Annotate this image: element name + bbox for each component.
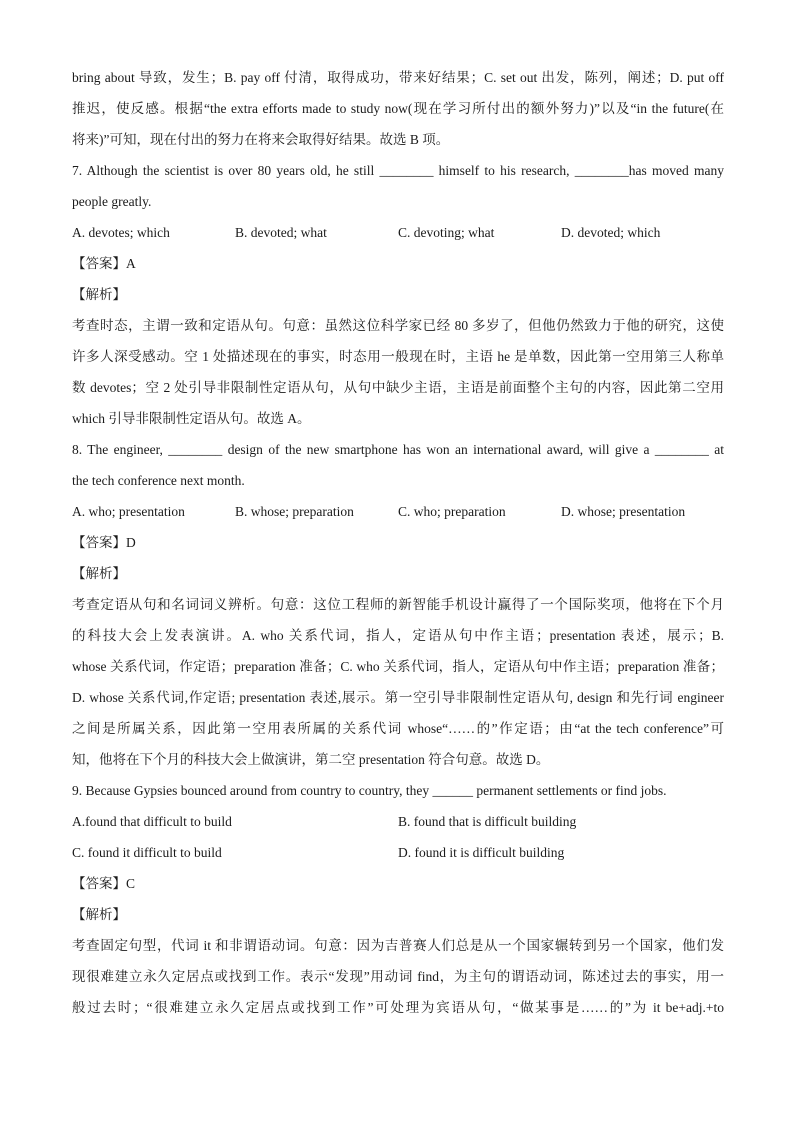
question-7 bbox=[72, 155, 724, 434]
question-stem-line: 9. Because Gypsies bounced around from country to country, they ______ permanent settlements or find jobs. bbox=[72, 783, 667, 798]
option-c: C. who; preparation bbox=[398, 504, 506, 519]
option-a: A. devotes; which bbox=[72, 225, 170, 240]
document-page bbox=[72, 62, 724, 1023]
answer-label: 【答案】C bbox=[72, 876, 136, 891]
option-d: D. whose; presentation bbox=[561, 504, 686, 519]
analysis-line: D. whose 关系代词,作定语; presentation 表述,展示。第一空引导非限制性定语从句, design 和先行词 engineer bbox=[72, 690, 724, 705]
option-d: D. found it is difficult building bbox=[398, 845, 565, 860]
text-line: 将来)”可知，现在付出的努力在将来会取得好结果。故选 B 项。 bbox=[72, 132, 450, 147]
analysis-line: whose 关系代词，作定语；preparation 准备；C. who 关系代词，指人，定语从句中作主语；preparation 准备； bbox=[72, 659, 724, 674]
question-9 bbox=[72, 775, 724, 1023]
question-stem-line: the tech conference next month. bbox=[72, 473, 245, 488]
analysis-line: 数 devotes；空 2 处引导非限制性定语从句，从句中缺少主语，主语是前面整个主句的内容，因此第二空用 bbox=[72, 380, 724, 395]
options-row bbox=[72, 837, 724, 868]
q6-analysis-tail bbox=[72, 62, 724, 155]
option-a: A. who; presentation bbox=[72, 504, 185, 519]
option-c: C. found it difficult to build bbox=[72, 845, 222, 860]
option-b: B. whose; preparation bbox=[235, 504, 354, 519]
question-8 bbox=[72, 434, 724, 775]
answer-label: 【答案】D bbox=[72, 535, 136, 550]
option-c: C. devoting; what bbox=[398, 225, 495, 240]
answer-label: 【答案】A bbox=[72, 256, 136, 271]
options-row bbox=[72, 217, 724, 248]
analysis-line: 之间是所属关系，因此第一空用表所属的关系代词 whose“……的”作定语；由“at the tech conference”可 bbox=[72, 721, 724, 736]
analysis-line: 般过去时；“很难建立永久定居点或找到工作”可处理为宾语从句，“做某事是……的”为 it be+adj.+to bbox=[72, 1000, 724, 1015]
text-line: bring about 导致，发生；B. pay off 付清，取得成功，带来好结果；C. set out 出发，陈列，阐述；D. put off bbox=[72, 70, 724, 85]
text-line: 推迟，使反感。根据“the extra efforts made to study now(现在学习所付出的额外努力)”以及“in the future(在 bbox=[72, 101, 724, 116]
question-stem-line: 8. The engineer, ________ design of the new smartphone has won an international award, will give a ________ at bbox=[72, 442, 724, 457]
analysis-line: 考查固定句型，代词 it 和非谓语动词。句意：因为吉普赛人们总是从一个国家辗转到另一个国家，他们发 bbox=[72, 938, 724, 953]
option-d: D. devoted; which bbox=[561, 225, 661, 240]
analysis-label: 【解析】 bbox=[72, 566, 126, 581]
option-b: B. devoted; what bbox=[235, 225, 327, 240]
option-a: A.found that difficult to build bbox=[72, 814, 232, 829]
question-stem-line: 7. Although the scientist is over 80 years old, he still ________ himself to his research, ________has moved many bbox=[72, 163, 724, 178]
analysis-line: 知，他将在下个月的科技大会上做演讲，第二空 presentation 符合句意。故选 D。 bbox=[72, 752, 550, 767]
analysis-line: which 引导非限制性定语从句。故选 A。 bbox=[72, 411, 311, 426]
analysis-line: 考查定语从句和名词词义辨析。句意：这位工程师的新智能手机设计赢得了一个国际奖项，他将在下个月 bbox=[72, 597, 724, 612]
analysis-line: 现很难建立永久定居点或找到工作。表示“发现”用动词 find，为主句的谓语动词，陈述过去的事实，用一 bbox=[72, 969, 724, 984]
analysis-label: 【解析】 bbox=[72, 907, 126, 922]
options-row bbox=[72, 496, 724, 527]
options-row bbox=[72, 806, 724, 837]
analysis-line: 的科技大会上发表演讲。A. who 关系代词，指人，定语从句中作主语；presentation 表述，展示；B. bbox=[72, 628, 724, 643]
option-b: B. found that is difficult building bbox=[398, 814, 577, 829]
question-stem-line: people greatly. bbox=[72, 194, 152, 209]
analysis-line: 考查时态，主谓一致和定语从句。句意：虽然这位科学家已经 80 多岁了，但他仍然致力于他的研究，这使 bbox=[72, 318, 724, 333]
analysis-label: 【解析】 bbox=[72, 287, 126, 302]
analysis-line: 许多人深受感动。空 1 处描述现在的事实，时态用一般现在时，主语 he 是单数，因此第一空用第三人称单 bbox=[72, 349, 724, 364]
